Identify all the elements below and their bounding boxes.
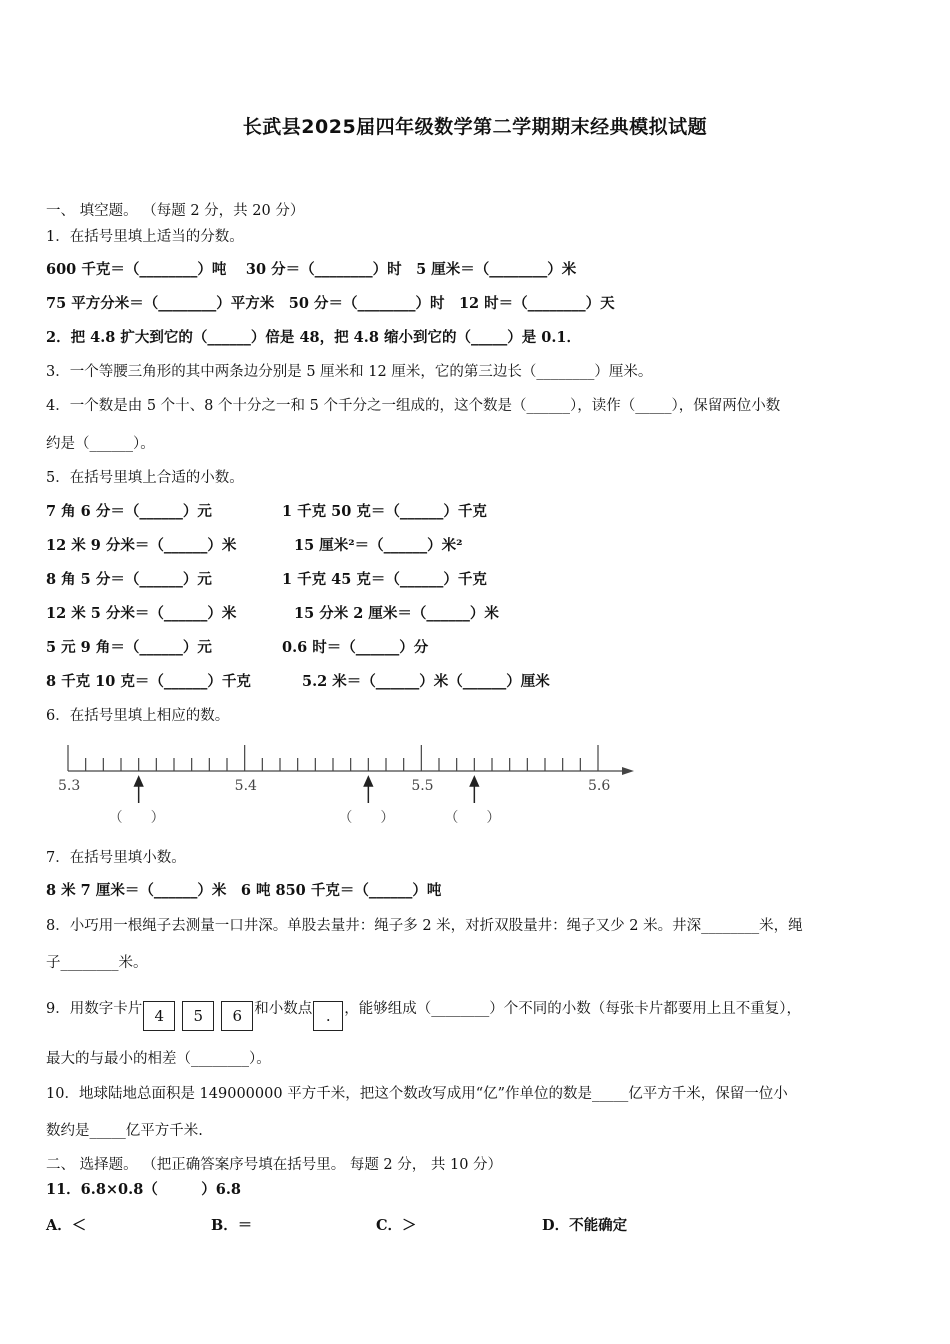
- question-10-line-1: 10．地球陆地总面积是 149000000 平方千米，把这个数改写成用“亿”作单位的数是_____亿平方千米，保留一位小: [46, 1086, 788, 1102]
- choice-b: B．＝: [211, 1217, 253, 1234]
- question-5-row-6-right: 5.2 米＝（______）米（______）厘米: [302, 673, 550, 690]
- question-3: 3．一个等腰三角形的其中两条边分别是 5 厘米和 12 厘米，它的第三边长（________）厘米。: [46, 364, 653, 380]
- choice-a: A．＜: [46, 1217, 87, 1234]
- number-line-arrowhead: [622, 767, 634, 775]
- question-5-row-2-right: 15 厘米²＝（______）米²: [294, 537, 463, 554]
- question-9-prefix: 9．用数字卡片: [46, 1001, 143, 1017]
- question-5-row-3-right: 1 千克 45 克＝（______）千克: [282, 571, 487, 588]
- number-line-label: 5.5: [411, 778, 434, 794]
- up-arrow-head: [135, 777, 143, 786]
- question-5-row-5-left: 5 元 9 角＝（______）元: [46, 639, 212, 656]
- answer-blank: （ ）: [108, 810, 165, 826]
- question-4-line-1: 4．一个数是由 5 个十、8 个十分之一和 5 个千分之一组成的，这个数是（______），读作（_____），保留两位小数: [46, 398, 781, 414]
- number-line-label: 5.3: [58, 778, 81, 794]
- question-8-line-1: 8．小巧用一根绳子去测量一口井深。单股去量井：绳子多 2 米，对折双股量井：绳子又少 2 米。井深________米，绳: [46, 918, 803, 934]
- question-9-middle: 和小数点: [254, 1001, 313, 1017]
- question-1-stem: 1．在括号里填上适当的分数。: [46, 229, 244, 245]
- number-line: [50, 738, 650, 838]
- question-5-row-2-left: 12 米 9 分米＝（______）米: [46, 537, 237, 554]
- choice-d: D．不能确定: [542, 1217, 628, 1234]
- question-4-line-2: 约是（______）。: [46, 436, 155, 452]
- question-5-row-3-left: 8 角 5 分＝（______）元: [46, 571, 212, 588]
- digit-card-4: 4: [143, 1001, 175, 1031]
- section-1-heading: 一、 填空题。 （每题 2 分，共 20 分）: [46, 203, 305, 219]
- question-5-row-1-right: 1 千克 50 克＝（______）千克: [282, 503, 487, 520]
- answer-blank: （ ）: [338, 810, 395, 826]
- up-arrow-head: [470, 777, 478, 786]
- answer-blank: （ ）: [444, 810, 501, 826]
- question-11-stem: 11．6.8×0.8（ ）6.8: [46, 1181, 242, 1198]
- question-7-stem: 7．在括号里填小数。: [46, 850, 186, 866]
- question-5-row-5-right: 0.6 时＝（______）分: [282, 639, 429, 656]
- question-5-row-4-right: 15 分米 2 厘米＝（______）米: [294, 605, 499, 622]
- decimal-point-card: .: [313, 1001, 343, 1031]
- number-line-label: 5.6: [588, 778, 611, 794]
- digit-card-6: 6: [221, 1001, 253, 1031]
- choice-c: C．＞: [376, 1217, 417, 1234]
- digit-card-5: 5: [182, 1001, 214, 1031]
- question-9-line-2: 最大的与最小的相差（________）。: [46, 1051, 271, 1067]
- question-1-row-2: 75 平方分米＝（________）平方米 50 分＝（________）时 12 时＝（________）天: [46, 295, 615, 312]
- question-9-suffix: ，能够组成（________）个不同的小数（每张卡片都要用上且不重复），: [344, 1001, 801, 1017]
- up-arrow-head: [364, 777, 372, 786]
- question-6-stem: 6．在括号里填上相应的数。: [46, 708, 230, 724]
- section-2-heading: 二、 选择题。 （把正确答案序号填在括号里。 每题 2 分， 共 10 分）: [46, 1157, 503, 1173]
- question-10-line-2: 数约是_____亿平方千米.: [46, 1123, 203, 1139]
- question-5-stem: 5．在括号里填上合适的小数。: [46, 470, 244, 486]
- question-5-row-6-left: 8 千克 10 克＝（______）千克: [46, 673, 251, 690]
- question-8-line-2: 子________米。: [46, 955, 148, 971]
- question-5-row-1-left: 7 角 6 分＝（______）元: [46, 503, 212, 520]
- question-7-row: 8 米 7 厘米＝（______）米 6 吨 850 千克＝（______）吨: [46, 882, 442, 899]
- question-5-row-4-left: 12 米 5 分米＝（______）米: [46, 605, 237, 622]
- page-title: 长武县2025届四年级数学第二学期期末经典模拟试题: [242, 116, 708, 138]
- question-9-line-1: [46, 999, 801, 1031]
- question-1-row-1: 600 千克＝（________）吨 30 分＝（________）时 5 厘米＝（________）米: [46, 261, 577, 278]
- question-2: 2．把 4.8 扩大到它的（______）倍是 48，把 4.8 缩小到它的（_____）是 0.1．: [46, 329, 581, 346]
- number-line-label: 5.4: [234, 778, 257, 794]
